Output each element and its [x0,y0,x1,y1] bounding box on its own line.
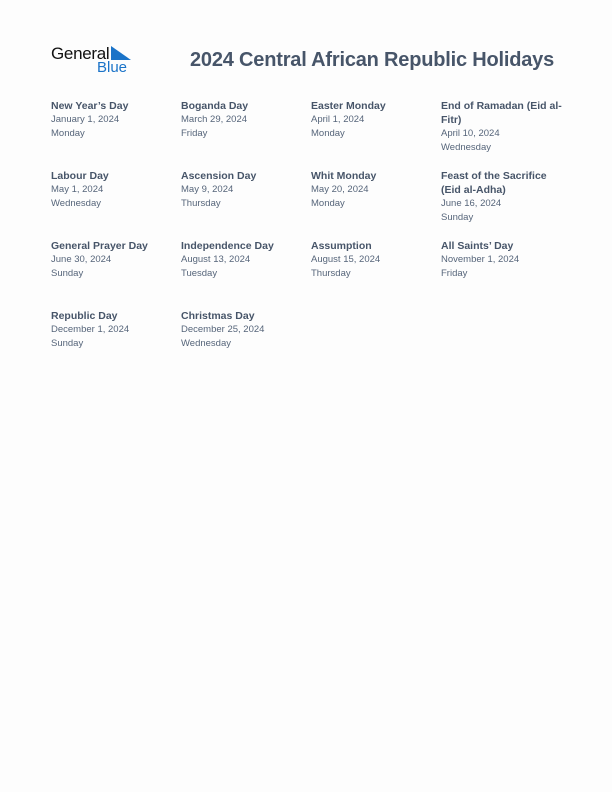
holiday-name: General Prayer Day [51,240,148,252]
logo-triangle-icon [111,46,131,60]
holiday-entry [181,239,311,309]
holiday-weekday: Wednesday [441,142,491,153]
holiday-entry [51,99,181,169]
holiday-entry [311,239,441,309]
holiday-weekday: Wednesday [51,198,101,209]
holiday-date: August 15, 2024 [311,254,381,265]
logo-blue-text: Blue [97,59,128,76]
holiday-weekday: Thursday [181,198,221,209]
holiday-date: June 30, 2024 [51,254,112,265]
holiday-weekday: Monday [311,198,345,209]
holiday-entry [441,99,571,169]
holiday-date: April 10, 2024 [441,128,500,139]
holiday-weekday: Friday [181,128,208,139]
holiday-weekday: Sunday [51,338,84,349]
holiday-date: May 20, 2024 [311,184,369,195]
holiday-entry [441,239,571,309]
holiday-weekday: Sunday [51,268,84,279]
holiday-weekday: Thursday [311,268,351,279]
holiday-name: Boganda Day [181,100,249,112]
holiday-grid [51,99,571,379]
holiday-entry [311,169,441,239]
holiday-name: Independence Day [181,240,274,252]
holiday-name: New Year’s Day [51,100,129,112]
holiday-date: June 16, 2024 [441,198,502,209]
generalblue-logo [51,44,133,78]
holiday-entry [181,99,311,169]
holiday-weekday: Sunday [441,212,474,223]
holiday-date: December 25, 2024 [181,324,265,335]
holiday-entry [51,239,181,309]
holiday-entry [51,169,181,239]
holiday-entry [51,309,181,379]
holiday-date: December 1, 2024 [51,324,130,335]
holiday-date: January 1, 2024 [51,114,120,125]
holiday-entry [181,169,311,239]
holiday-name: Assumption [311,240,372,252]
holiday-name: Whit Monday [311,170,377,182]
holiday-date: May 1, 2024 [51,184,104,195]
holiday-date: May 9, 2024 [181,184,234,195]
holiday-name: Feast of the Sacrifice (Eid al-Adha) [441,170,547,196]
holiday-name: Ascension Day [181,170,257,182]
logo-general-text: General [51,44,110,63]
page-title: 2024 Central African Republic Holidays [190,49,555,71]
holiday-name: Labour Day [51,170,109,182]
holiday-weekday: Monday [311,128,345,139]
holiday-name: End of Ramadan (Eid al-Fitr) [441,100,562,126]
holiday-date: November 1, 2024 [441,254,520,265]
holiday-weekday: Tuesday [181,268,218,279]
holiday-name: Christmas Day [181,310,255,322]
holiday-entry [441,169,571,239]
holiday-date: April 1, 2024 [311,114,365,125]
holiday-weekday: Friday [441,268,468,279]
holiday-date: March 29, 2024 [181,114,248,125]
holiday-entry [311,99,441,169]
holiday-weekday: Wednesday [181,338,231,349]
holiday-weekday: Monday [51,128,85,139]
holiday-date: August 13, 2024 [181,254,251,265]
holiday-name: Easter Monday [311,100,386,112]
holiday-name: All Saints’ Day [441,240,514,252]
holiday-entry [181,309,311,379]
holiday-name: Republic Day [51,310,118,322]
